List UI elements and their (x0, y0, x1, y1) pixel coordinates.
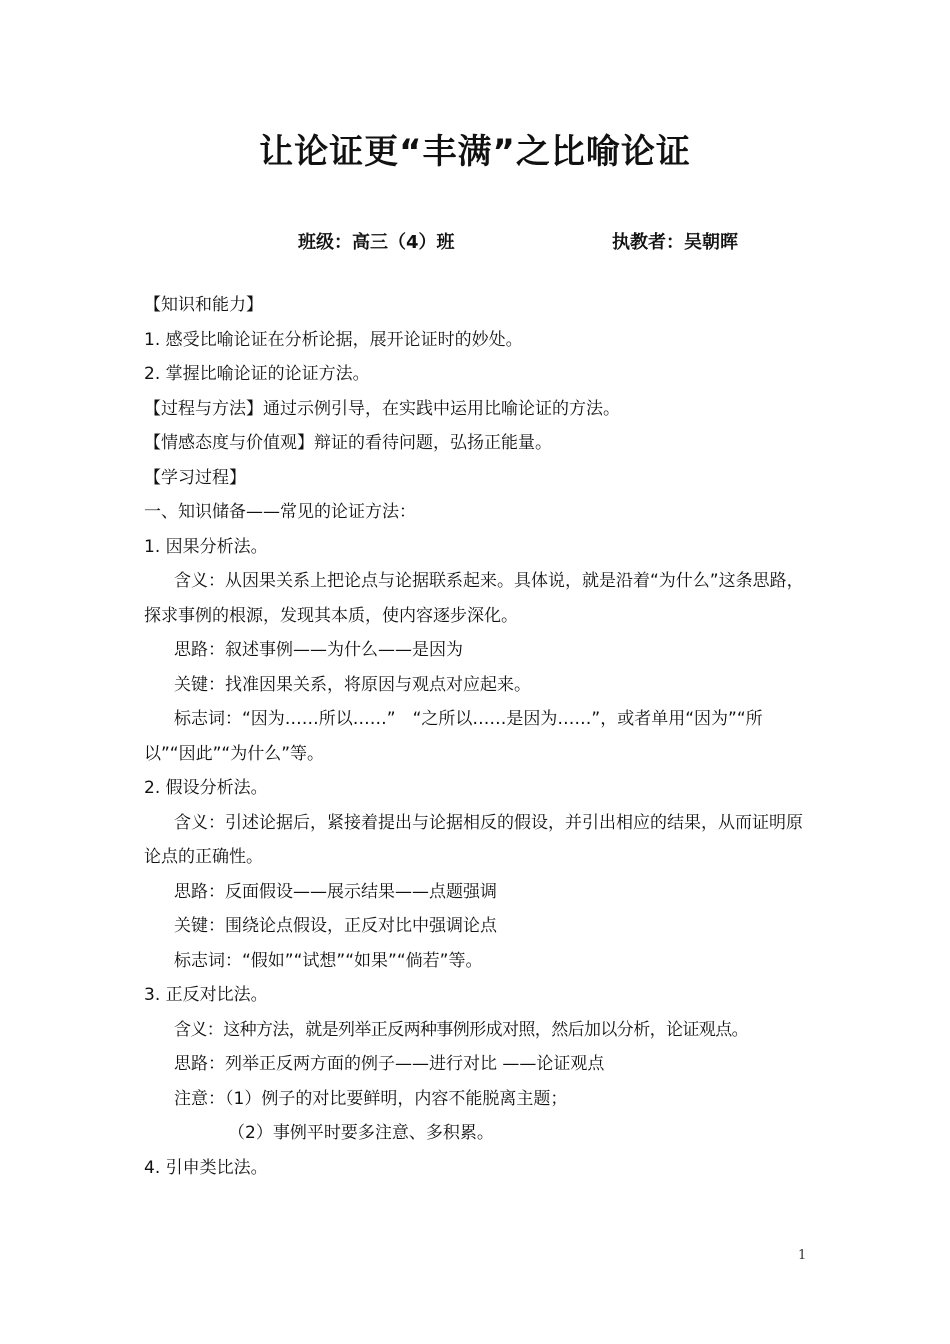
method-heading: 1. 因果分析法。 (144, 536, 268, 557)
method-approach: 思路：列举正反两方面的例子——进行对比 ——论证观点 (174, 1054, 605, 1074)
section-emotion-values: 【情感态度与价值观】辩证的看待问题，弘扬正能量。 (144, 433, 552, 453)
list-item: 1. 感受比喻论证在分析论据，展开论证时的妙处。 (144, 329, 523, 350)
method-note: （2）事例平时要多注意、多积累。 (228, 1123, 494, 1143)
method-approach: 思路：叙述事例——为什么——是因为 (174, 640, 463, 660)
method-definition: 含义：从因果关系上把论点与论据联系起来。具体说，就是沿着“为什么”这条思路，探求事例的根源，发现其本质，使内容逐步深化。 (144, 571, 804, 626)
document-body (144, 288, 812, 1185)
teacher-info: 执教者：吴朝晖 (612, 232, 738, 253)
class-info: 班级：高三（4）班 (298, 232, 455, 253)
section-heading-knowledge: 【知识和能力】 (144, 295, 263, 315)
method-keywords: 标志词：“假如”“试想”“如果”“倘若”等。 (174, 950, 483, 971)
method-key: 关键：找准因果关系，将原因与观点对应起来。 (174, 674, 531, 695)
section-process-method: 【过程与方法】通过示例引导，在实践中运用比喻论证的方法。 (144, 398, 620, 419)
subsection-heading: 一、知识储备——常见的论证方法： (144, 502, 416, 522)
method-key: 关键：围绕论点假设，正反对比中强调论点 (174, 916, 497, 936)
method-note: 注意：（1）例子的对比要鲜明，内容不能脱离主题； (174, 1088, 568, 1109)
method-definition: 含义：这种方法，就是列举正反两种事例形成对照，然后加以分析，论证观点。 (174, 1019, 748, 1040)
method-heading: 4. 引申类比法。 (144, 1157, 268, 1178)
list-item: 2. 掌握比喻论证的论证方法。 (144, 364, 370, 384)
method-heading: 2. 假设分析法。 (144, 778, 268, 798)
method-definition: 含义：引述论据后，紧接着提出与论据相反的假设，并引出相应的结果，从而证明原论点的正确性。 (144, 812, 803, 867)
method-keywords: 标志词：“因为……所以……” “之所以……是因为……”，或者单用“因为”“所以”“因此”“为什么”等。 (144, 709, 763, 764)
page-title: 让论证更“丰满”之比喻论证 (259, 132, 691, 172)
method-heading: 3. 正反对比法。 (144, 985, 268, 1005)
method-approach: 思路：反面假设——展示结果——点题强调 (174, 881, 497, 902)
page-number: 1 (798, 1248, 807, 1263)
section-heading-learning: 【学习过程】 (144, 467, 246, 488)
